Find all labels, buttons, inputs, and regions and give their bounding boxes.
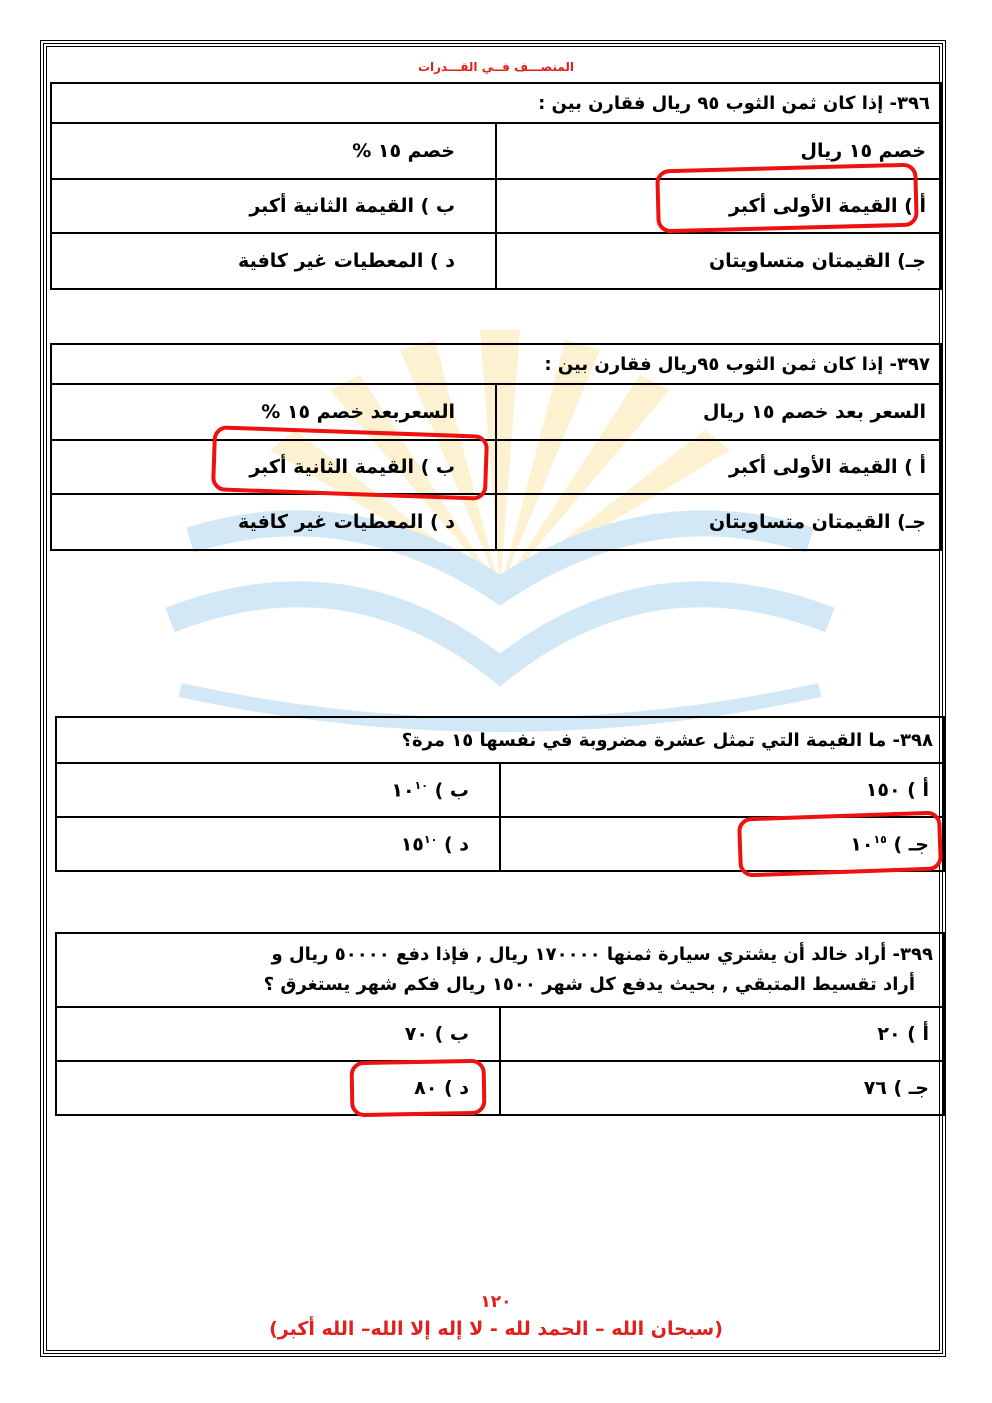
question-399-option-b[interactable]: ب ) ٧٠ xyxy=(56,1007,500,1061)
question-398-option-b-text: ب ) ١٠ xyxy=(391,779,469,802)
question-396-option-a[interactable]: أ ) القيمة الأولى أكبر xyxy=(496,179,941,233)
question-398-option-d[interactable] xyxy=(56,817,500,871)
question-399-table xyxy=(55,932,945,1116)
question-396-option-d[interactable]: د ) المعطيات غير كافية xyxy=(51,233,496,289)
question-399-option-d[interactable]: د ) ٨٠ xyxy=(56,1061,500,1115)
question-396-option-c[interactable]: جـ) القيمتان متساويتان xyxy=(496,233,941,289)
question-398-option-c-text: جـ ) ١٠ xyxy=(850,833,929,856)
question-397-option-a[interactable]: أ ) القيمة الأولى أكبر xyxy=(496,440,941,494)
question-399-stem-line1: ٣٩٩- أراد خالد أن يشتري سيارة ثمنها ١٧٠٠٠٠ ريال , فإذا دفع ٥٠٠٠٠ ريال و xyxy=(271,944,933,965)
page-header: المنصـــف فــي القـــدرات xyxy=(417,60,575,74)
question-397-option-d[interactable]: د ) المعطيات غير كافية xyxy=(51,494,496,550)
question-398-option-c[interactable] xyxy=(500,817,944,871)
question-398-table xyxy=(55,716,945,872)
question-398-option-b-exponent: ١٠ xyxy=(414,778,428,792)
question-396-compare-second: خصم ١٥ % xyxy=(51,123,496,179)
question-396-table xyxy=(50,82,942,290)
question-399-option-c[interactable]: جـ ) ٧٦ xyxy=(500,1061,944,1115)
question-398-option-b[interactable] xyxy=(56,763,500,817)
question-397-option-b[interactable]: ب ) القيمة الثانية أكبر xyxy=(51,440,496,494)
question-397-compare-first: السعر بعد خصم ١٥ ريال xyxy=(496,384,941,440)
question-397-compare-second: السعربعد خصم ١٥ % xyxy=(51,384,496,440)
question-399-stem-line2: أراد تقسيط المتبقي , بحيث يدفع كل شهر ١٥٠٠ ريال فكم شهر يستغرق ؟ xyxy=(263,974,915,995)
question-399-option-a[interactable]: أ ) ٢٠ xyxy=(500,1007,944,1061)
question-396-compare-first: خصم ١٥ ريال xyxy=(496,123,941,179)
page-number: ١٢٠ xyxy=(480,1292,512,1312)
question-398-option-d-exponent: ١٠ xyxy=(423,832,438,846)
question-399-stem xyxy=(56,933,944,1007)
question-398-option-a[interactable]: أ ) ١٥٠ xyxy=(500,763,944,817)
question-397-stem: ٣٩٧- إذا كان ثمن الثوب ٩٥ريال فقارن بين : xyxy=(51,344,941,384)
question-396-stem: ٣٩٦- إذا كان ثمن الثوب ٩٥ ريال فقارن بين : xyxy=(51,83,941,123)
footer-dhikr: (سبحان الله – الحمد لله - لا إله إلا الله– الله أكبر) xyxy=(269,1318,723,1340)
question-396-option-b[interactable]: ب ) القيمة الثانية أكبر xyxy=(51,179,496,233)
question-397-table xyxy=(50,343,942,551)
question-398-option-c-exponent: ١٥ xyxy=(873,832,887,846)
question-398-stem: ٣٩٨- ما القيمة التي تمثل عشرة مضروبة في نفسها ١٥ مرة؟ xyxy=(56,717,944,763)
question-397-option-c[interactable]: جـ) القيمتان متساويتان xyxy=(496,494,941,550)
question-398-option-d-text: د ) ١٥ xyxy=(400,833,469,856)
